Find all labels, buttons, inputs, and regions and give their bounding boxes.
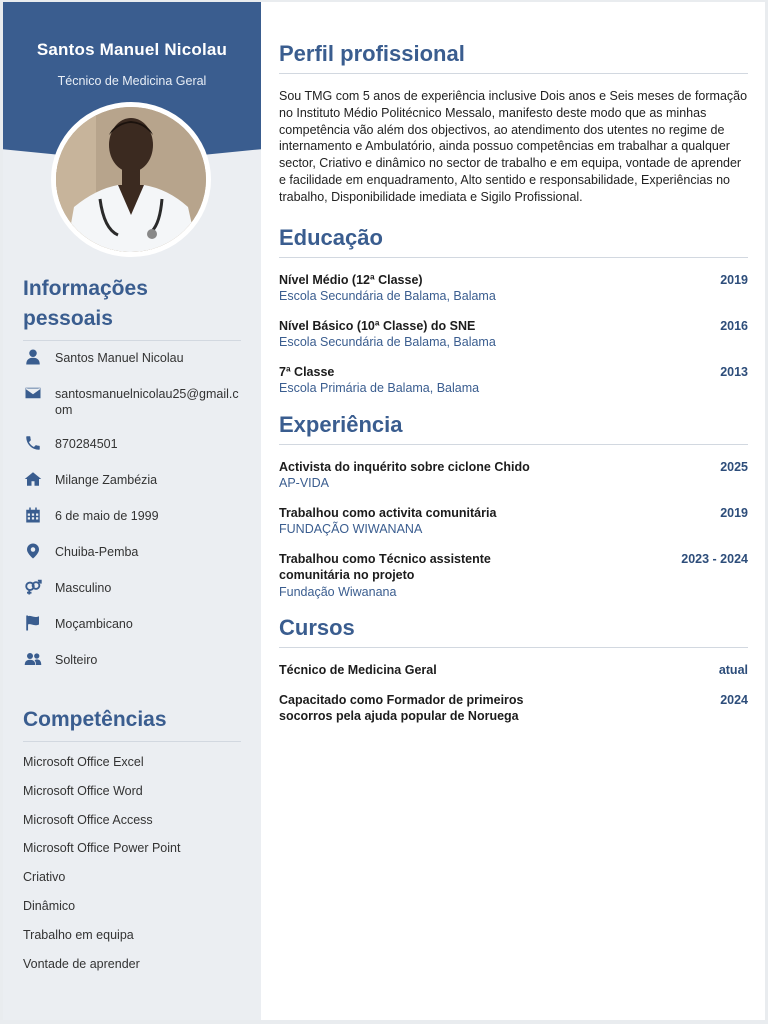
- info-item-phone: [23, 435, 241, 471]
- info-nationality: Moçambicano: [55, 617, 133, 631]
- info-item-name: [23, 349, 241, 385]
- entry-title: Técnico de Medicina Geral: [279, 663, 437, 678]
- personal-info-list: [23, 349, 241, 687]
- info-item-email: [23, 385, 241, 435]
- personal-info-section: [23, 274, 241, 687]
- profile-photo: [51, 102, 211, 257]
- courses-section: [279, 614, 748, 725]
- entry-year: 2023 - 2024: [681, 551, 748, 566]
- resume-page: [3, 2, 765, 1020]
- skill-item: Microsoft Office Word: [23, 783, 143, 798]
- person-name: Santos Manuel Nicolau: [36, 40, 228, 59]
- skill-item: Criativo: [23, 870, 66, 885]
- entry-year: 2016: [720, 318, 748, 333]
- course-entry: [279, 662, 748, 679]
- experience-section: [279, 411, 748, 601]
- entry-year: atual: [718, 663, 748, 678]
- skill-item: Vontade de aprender: [23, 956, 140, 971]
- entry-year: 2019: [720, 272, 748, 287]
- info-name: Santos Manuel Nicolau: [55, 351, 184, 365]
- users-icon: [23, 649, 43, 669]
- entry-year: 2019: [720, 505, 748, 520]
- entry-year: 2025: [720, 459, 748, 474]
- info-item-gender: [23, 579, 241, 615]
- skills-list: [23, 752, 241, 982]
- experience-title: Experiência: [279, 411, 748, 445]
- info-item-nationality: [23, 615, 241, 651]
- profile-section: [279, 40, 748, 206]
- education-entry: [279, 272, 748, 305]
- calendar-icon: [23, 505, 43, 525]
- experience-entry: [279, 505, 748, 538]
- skill-item: Microsoft Office Excel: [23, 755, 144, 769]
- phone-icon: [23, 433, 43, 453]
- skill-item: Microsoft Office Power Point: [23, 841, 181, 856]
- sidebar: [3, 2, 261, 1020]
- personal-info-title: Informações pessoais: [23, 274, 241, 341]
- info-item-birthdate: [23, 507, 241, 543]
- entry-institution: Escola Secundária de Balama, Balama: [279, 335, 496, 350]
- entry-title: 7ª Classe: [279, 364, 335, 379]
- course-entry: [279, 692, 748, 725]
- home-icon: [23, 469, 43, 489]
- location-pin-icon: [23, 541, 43, 561]
- flag-icon: [23, 613, 43, 633]
- info-item-address: [23, 471, 241, 507]
- entry-year: 2024: [720, 692, 748, 707]
- info-birthdate: 6 de maio de 1999: [55, 509, 159, 523]
- envelope-icon: [23, 383, 43, 403]
- info-item-marital-status: [23, 651, 241, 687]
- entry-title: Trabalhou como activita comunitária: [279, 505, 497, 520]
- skills-title: Competências: [23, 705, 241, 742]
- info-gender: Masculino: [55, 581, 112, 595]
- info-email[interactable]: santosmanuelnicolau25@gmail.com: [55, 387, 239, 417]
- entry-organization: FUNDAÇÃO WIWANANA: [279, 522, 423, 537]
- experience-entry: [279, 459, 748, 492]
- entry-title: Nível Básico (10ª Classe) do SNE: [279, 318, 476, 333]
- info-marital-status: Solteiro: [55, 653, 98, 667]
- education-entry: [279, 364, 748, 397]
- info-address: Milange Zambézia: [55, 473, 158, 487]
- skills-section: [23, 705, 241, 982]
- experience-entry: [279, 551, 748, 601]
- entry-year: 2013: [720, 364, 748, 379]
- info-location: Chuiba-Pemba: [55, 545, 139, 559]
- entry-title: Nível Médio (12ª Classe): [279, 272, 423, 287]
- main-content: [261, 2, 765, 1020]
- entry-institution: Escola Primária de Balama, Balama: [279, 381, 480, 396]
- education-entry: [279, 318, 748, 351]
- profile-text: Sou TMG com 5 anos de experiência inclusive Dois anos e Seis meses de formação no Instituto Médio Politécnico Messalo, manifesto deste modo que as minhas competência vão além dos objectivos, ao atendimento dos utentes no regime de internamento e Ambulatório, ainda possuo competências em trabalhar a qualquer sector, Criativo e dinâmico no sector de trabalho e em equipa, vontade de aprender e facilidade em enquadramento, Alto sentido e responsabilidade, Experiências no trabalho, Disponibilidade imediata e Sigilo Profissional.: [279, 89, 748, 204]
- skill-item: Trabalho em equipa: [23, 927, 134, 942]
- education-section: [279, 224, 748, 397]
- entry-title: Capacitado como Formador de primeiros socorros pela ajuda popular de Noruega: [279, 692, 524, 724]
- courses-title: Cursos: [279, 614, 748, 648]
- entry-institution: Escola Secundária de Balama, Balama: [279, 289, 496, 304]
- entry-organization: Fundação Wiwanana: [279, 584, 397, 599]
- entry-organization: AP-VIDA: [279, 476, 330, 491]
- header: [3, 40, 261, 88]
- gender-icon: [23, 577, 43, 597]
- entry-title: Activista do inquérito sobre ciclone Chido: [279, 459, 530, 474]
- info-item-location: [23, 543, 241, 579]
- education-title: Educação: [279, 224, 748, 258]
- person-icon: [23, 347, 43, 367]
- entry-title: Trabalhou como Técnico assistente comunitária no projeto: [279, 551, 491, 583]
- skill-item: Dinâmico: [23, 898, 76, 913]
- info-phone: 870284501: [55, 437, 118, 451]
- profile-title: Perfil profissional: [279, 40, 748, 74]
- skill-item: Microsoft Office Access: [23, 812, 153, 827]
- person-role: Técnico de Medicina Geral: [57, 74, 207, 88]
